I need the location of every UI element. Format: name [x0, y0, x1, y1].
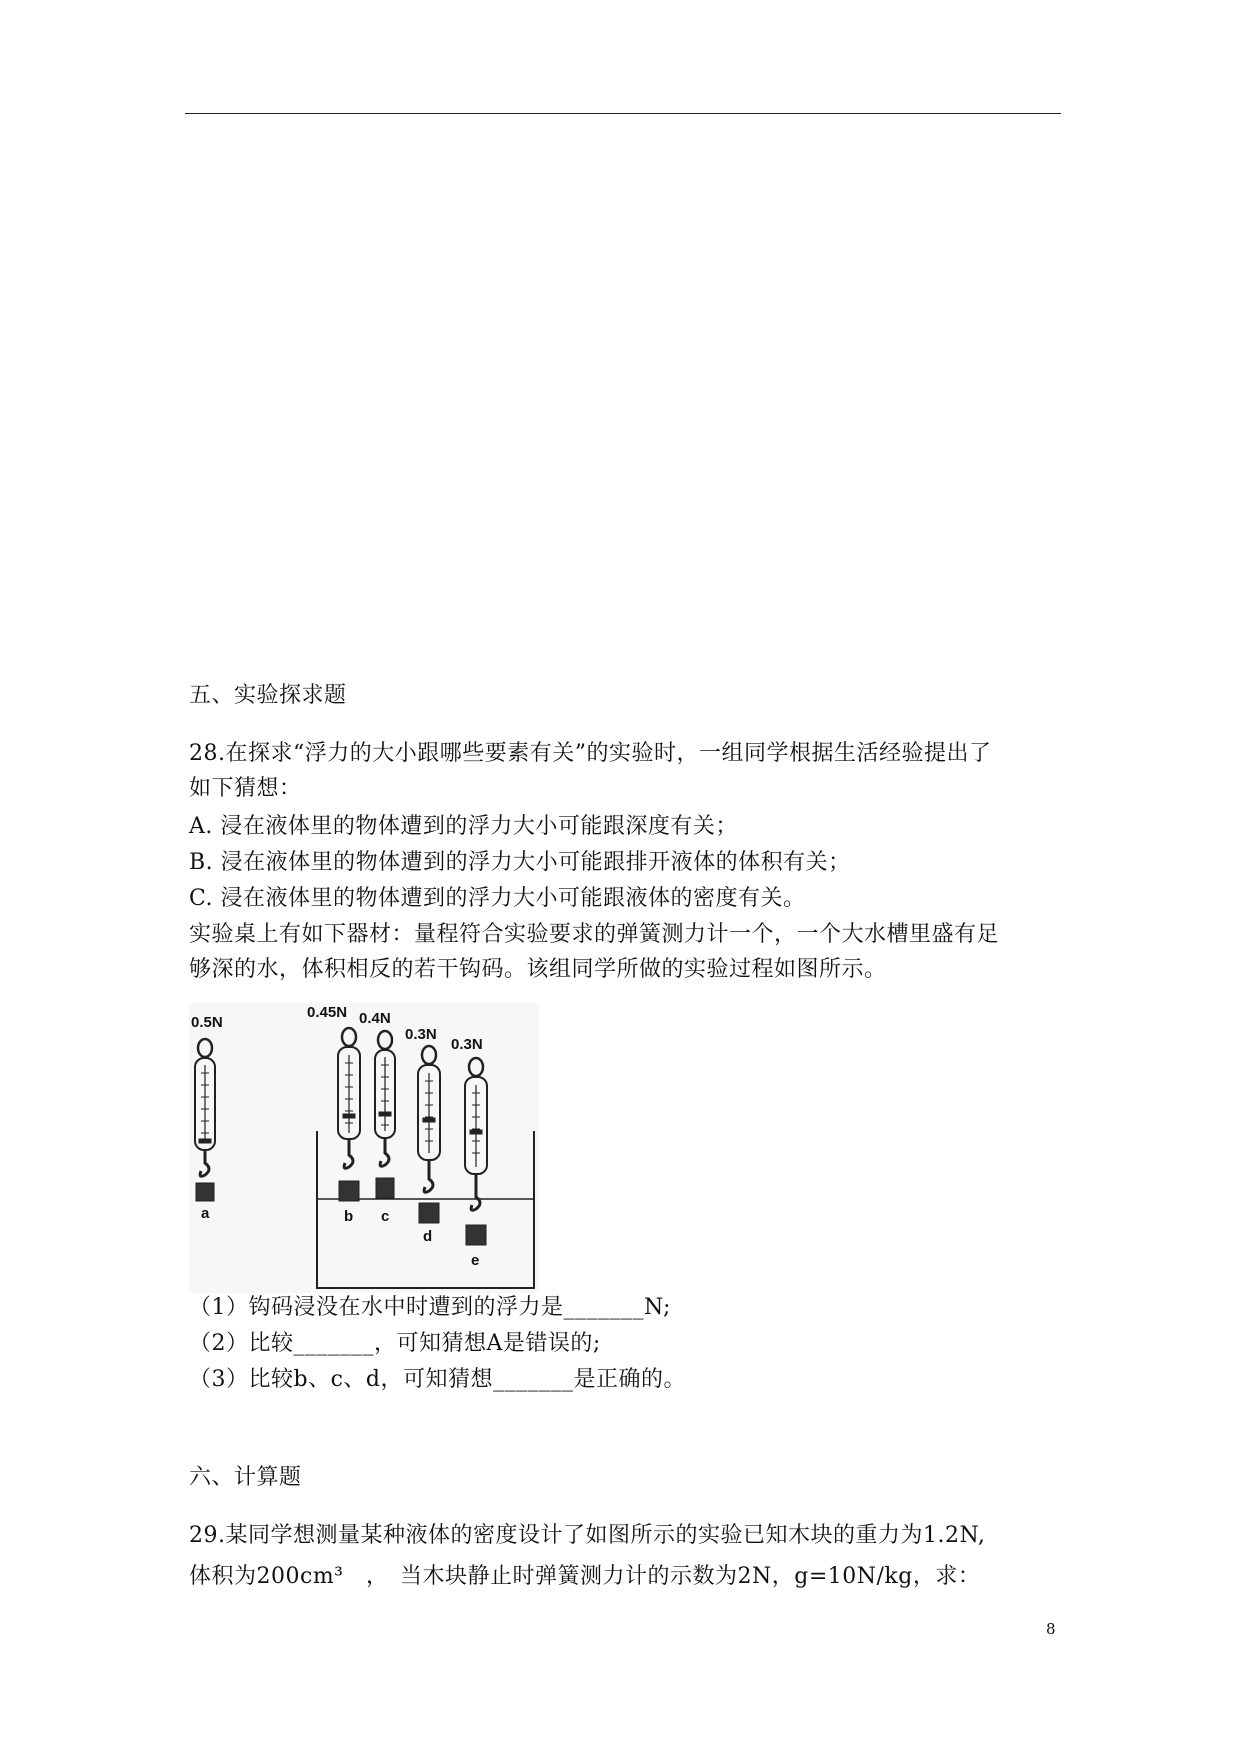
section-six-title: 六、计算题: [189, 1465, 302, 1490]
spring-scale-d: [405, 1026, 440, 1245]
q28-option-c: C. 浸在液体里的物体遭到的浮力大小可能跟液体的密度有关。: [189, 886, 806, 911]
header-rule: [185, 113, 1061, 114]
q28-materials-line1: 实验桌上有如下器材：量程符合实验要求的弹簧测力计一个，一个大水槽里盛有足: [189, 922, 1000, 947]
q29-line1: 29.某同学想测量某种液体的密度设计了如图所示的实验已知木块的重力为1.2N,: [189, 1523, 986, 1548]
q28-stem-line1: 28.在探求“浮力的大小跟哪些要素有关”的实验时，一组同学根据生活经验提出了: [189, 741, 992, 766]
q28-option-a: A. 浸在液体里的物体遭到的浮力大小可能跟深度有关；: [189, 814, 738, 839]
reading-a: 0.5N: [191, 1014, 223, 1031]
q28-option-b: B. 浸在液体里的物体遭到的浮力大小可能跟排开液体的体积有关；: [189, 850, 851, 875]
reading-d: 0.3N: [405, 1026, 437, 1043]
page-number: 8: [1046, 1620, 1056, 1638]
spring-scale-b: [307, 1004, 360, 1225]
q28-stem-line2: 如下猜想：: [189, 776, 302, 801]
spring-scale-a: [191, 1014, 223, 1222]
spring-scale-e: [451, 1036, 487, 1269]
q28-sub2: （2）比较_______，可知猜想A是错误的;: [189, 1331, 601, 1356]
q29-line2: 体积为200cm³ ， 当木块静止时弹簧测力计的示数为2N，g=10N/kg，求：: [189, 1564, 981, 1589]
label-a: a: [201, 1205, 210, 1222]
q28-sub1: （1）钩码浸没在水中时遭到的浮力是_______N;: [189, 1295, 671, 1320]
experiment-figure: [189, 1003, 539, 1293]
q28-sub3: （3）比较b、c、d，可知猜想_______是正确的。: [189, 1367, 686, 1392]
spring-scale-c: [359, 1010, 395, 1225]
label-b: b: [344, 1208, 354, 1225]
label-e: e: [471, 1252, 480, 1269]
label-d: d: [423, 1228, 433, 1245]
reading-e: 0.3N: [451, 1036, 483, 1053]
reading-b: 0.45N: [307, 1004, 348, 1021]
reading-c: 0.4N: [359, 1010, 391, 1027]
section-five-title: 五、实验探求题: [189, 683, 347, 708]
q28-materials-line2: 够深的水，体积相反的若干钩码。该组同学所做的实验过程如图所示。: [189, 957, 887, 982]
label-c: c: [381, 1208, 390, 1225]
